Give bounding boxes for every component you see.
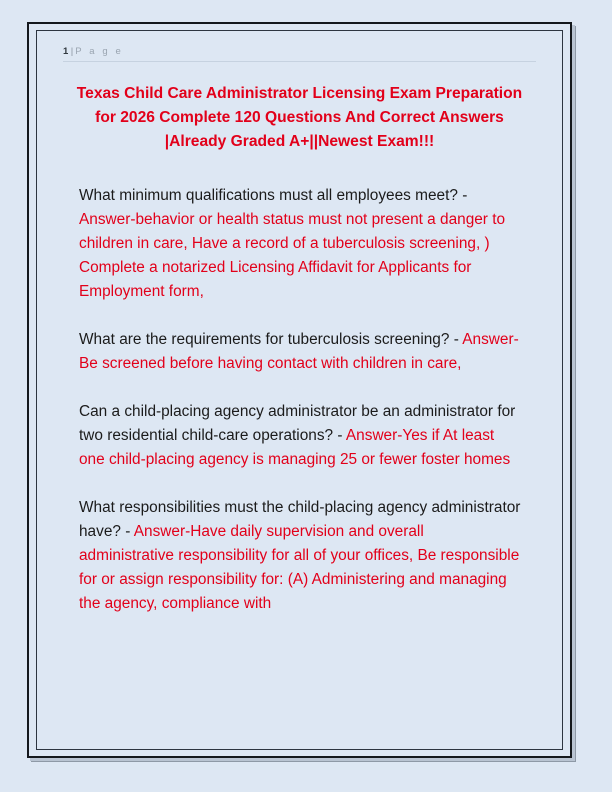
question-text: What minimum qualifications must all employees meet? - xyxy=(79,187,468,204)
answer-text: Answer-Yes if At least one child-placing agency is managing 25 or fewer foster homes xyxy=(79,427,511,468)
qa-item xyxy=(79,400,522,472)
page-content xyxy=(37,31,562,749)
qa-item xyxy=(79,496,522,616)
answer-text: Answer-Have daily supervision and overall administrative responsibility for all of your offices, Be responsible for or assign responsibility for: (A) Administering and managing the agency, compliance with xyxy=(79,523,520,612)
question-text: Can a child-placing agency administrator be an administrator for two residential child-care operations? - xyxy=(79,403,516,444)
header-page-label: P a g e xyxy=(75,46,124,57)
question-text: What responsibilities must the child-placing agency administrator have? - xyxy=(79,499,521,540)
page-border-frame xyxy=(27,22,572,758)
question-text: What are the requirements for tuberculosis screening? - xyxy=(79,331,463,348)
document-title: Texas Child Care Administrator Licensing Exam Preparation for 2026 Complete 120 Questions And Correct Answers |Already Graded A+||Newest Exam!!! xyxy=(76,85,523,150)
page-header xyxy=(63,37,536,62)
header-page-number: 1 xyxy=(63,46,69,57)
qa-item xyxy=(79,184,522,304)
qa-list xyxy=(63,184,536,616)
answer-text: Answer-behavior or health status must not present a danger to children in care, Have a record of a tuberculosis screening, ) Complete a notarized Licensing Affidavit for Applicants for Employment form, xyxy=(79,211,506,300)
answer-text: Answer-Be screened before having contact with children in care, xyxy=(79,331,519,372)
page-inner-border xyxy=(36,30,563,750)
header-separator: | xyxy=(70,46,74,57)
qa-item xyxy=(79,328,522,376)
